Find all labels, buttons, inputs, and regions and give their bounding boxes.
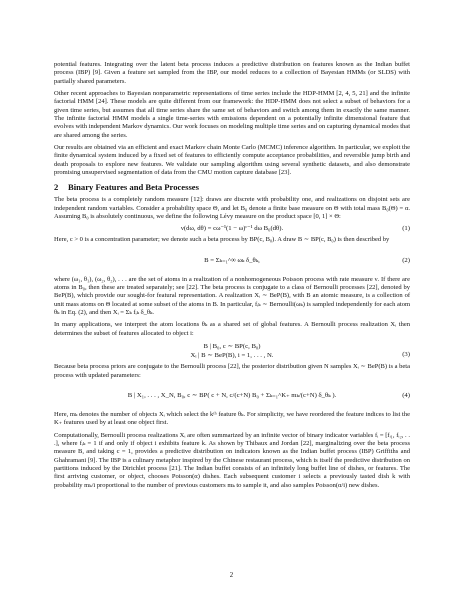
equation-1-body: ν(dω, dθ) = cω⁻¹(1 − ω)ᶜ⁻¹ dω B₀(dθ). (180, 225, 284, 233)
equation-4 (54, 384, 410, 408)
equation-3-line-1: B | B₀, c ∼ BP(c, B₀) (203, 343, 261, 351)
equation-4-body: B | X₁, . . . , X_N, B₀, c ∼ BP( c + N, c/(c+N) B₀ + Σₖ₌₁^K₊ mₖ/(c+N) δ_θₖ ). (127, 392, 337, 400)
paper-page (54, 61, 410, 581)
equation-2-number: (2) (402, 256, 410, 264)
paragraph-beta-process-def: The beta process is a completely random measure [12]: draws are discrete with probability one, and realizations on disjoint sets are independent random variables. Consider a probability space Θ, and let B₀ denote a finite base measure on Θ with total mass B₀(Θ) = α. Assuming B₀ is absolutely continuous, we define the following Lévy measure on the product space [0, 1] × Θ: (54, 196, 410, 220)
equation-1-number: (1) (402, 225, 410, 233)
equation-4-number: (4) (402, 392, 410, 400)
equation-2 (54, 249, 410, 273)
section-title: Binary Features and Beta Processes (68, 182, 199, 193)
paragraph-mcmc-results: Our results are obtained via an efficient and exact Markov chain Monte Carlo (MCMC) inference algorithm. In particular, we exploit the finite dynamical system induced by a fixed set of features to efficiently compute acceptance probabilities, and reversible jump birth and death proposals to explore new features. We validate our sampling algorithm using several synthetic datasets, and also demonstrate promising unsupervised segmentation of data from the CMU motion capture database [23]. (54, 144, 410, 176)
equation-3-number: (3) (402, 351, 410, 359)
paragraph-related-work: Other recent approaches to Bayesian nonparametric representations of time series include the HDP-HMM [2, 4, 5, 21] and the infinite factorial HMM [24]. These models are quite different from our framework: the HDP-HMM does not select a subset of behaviors for a given time series, but assumes that all time series share the same set of behaviors and switch among them in exactly the same manner. The infinite factorial HMM models a single time-series with emissions dependent on a potentially infinite dimensional feature that evolves with independent Markov dynamics. Our work focuses on modeling multiple time series and on capturing dynamical modes that are shared among the series. (54, 90, 410, 139)
equation-1 (54, 225, 410, 233)
section-heading (54, 182, 410, 192)
equation-2-body: B = Σₖ₌₁^∞ ωₖ δ_θₖ, (204, 256, 260, 264)
paragraph-feature-counts: Here, mₖ denotes the number of objects Xᵢ which select the kᵗʰ feature θₖ. For simplicity, we have reordered the feature indices to list the K₊ features used by at least one object first. (54, 411, 410, 427)
paragraph-intro-ibp: potential features. Integrating over the latent beta process induces a predictive distribution on features known as the Indian buffet process (IBP) [9]. Given a feature set sampled from the IBP, our model reduces to a collection of Bayesian HMMs (or SLDS) with partially shared parameters. (54, 61, 410, 85)
paragraph-applications: In many applications, we interpret the atom locations θₖ as a shared set of global features. A Bernoulli process realization Xᵢ then determines the subset of features allocated to object i: (54, 321, 410, 337)
paragraph-conjugacy: Because beta process priors are conjugate to the Bernoulli process [22], the posterior distribution given N samples Xᵢ ∼ BeP(B) is a beta process with updated parameters: (54, 363, 410, 379)
paragraph-atoms-bernoulli: where (ω₁, θ₁), (ω₂, θ₂), . . . are the set of atoms in a realization of a nonhomogeneous Poisson process with rate measure ν. If there are atoms in B₀, then these are treated separately; see [22]. The beta process is conjugate to a class of Bernoulli processes [22], denoted by BeP(B), which provide our sought-for featural representation. A realization Xᵢ ∼ BeP(B), with B an atomic measure, is a collection of unit mass atoms on Θ located at some subset of the atoms in B. In particular, fᵢₖ ∼ Bernoulli(ωₖ) is sampled independently for each atom θₖ in Eq. (2), and then Xᵢ = Σₖ fᵢₖ δ_θₖ. (54, 275, 410, 316)
paragraph-concentration: Here, c > 0 is a concentration parameter; we denote such a beta process by BP(c, B₀). A draw B ∼ BP(c, B₀) is then described by (54, 236, 390, 244)
equation-3 (54, 342, 410, 360)
section-number: 2 (54, 182, 59, 193)
page-number: 2 (229, 572, 234, 579)
equation-3-line-2: Xᵢ | B ∼ BeP(B), i = 1, . . . , N. (190, 352, 274, 360)
paragraph-indian-buffet: Computationally, Bernoulli process realizations Xᵢ are often summarized by an infinite vector of binary indicator variables fᵢ = [fᵢ₁, fᵢ₂, . . .], where fᵢₖ = 1 if and only if object i exhibits feature k. As shown by Thibaux and Jordan [22], marginalizing over the beta process measure B, and taking c = 1, provides a predictive distribution on indicators known as the Indian buffet process (IBP) Griffiths and Ghahramani [9]. The IBP is a culinary metaphor inspired by the Chinese restaurant process, which is itself the predictive distribution on partitions induced by the Dirichlet process [21]. The Indian buffet consists of an infinitely long buffet line of dishes, or features. The first arriving customer, or object, chooses Poisson(α) dishes. Each subsequent customer i selects a previously tasted dish k with probability mₖ/i proportional to the number of previous customers mₖ to sample it, and also samples Poisson(α/i) new dishes. (54, 431, 410, 489)
